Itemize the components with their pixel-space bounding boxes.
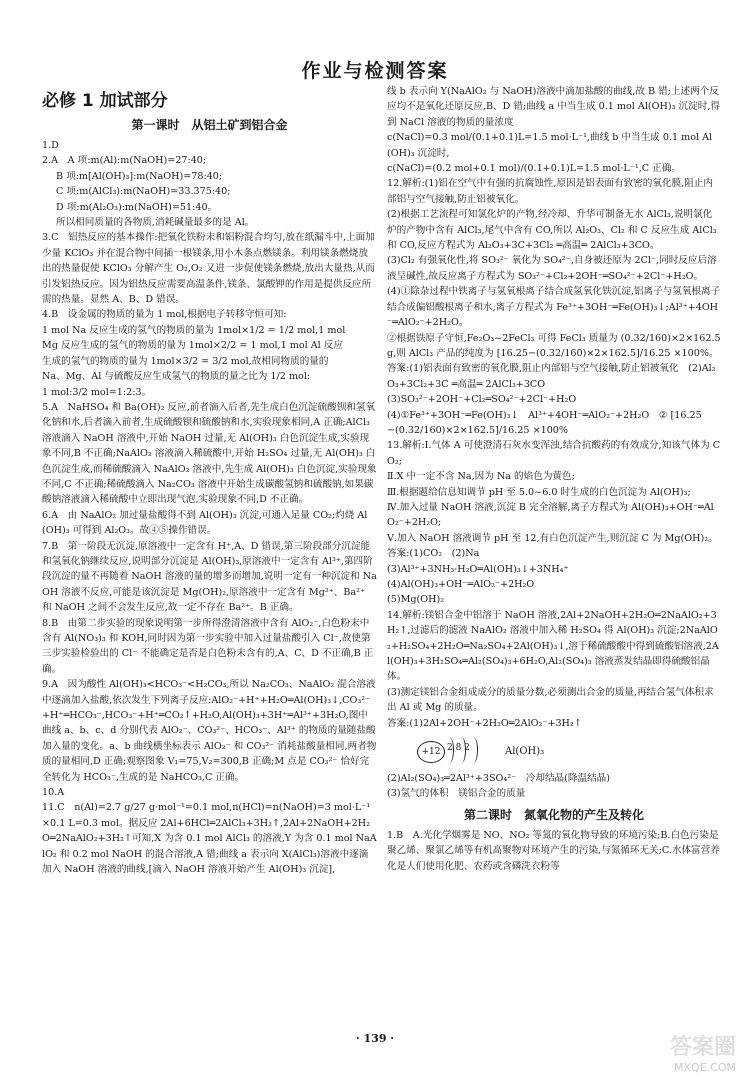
answer-line: 1 mol:3/2 mol=1:2:3。 bbox=[42, 386, 152, 398]
answer-line: 所以相同质量的各物质,消耗碱量最多的是 Al。 bbox=[56, 217, 255, 229]
left-column bbox=[42, 90, 377, 878]
answer-line: (5)Mg(OH)₂ bbox=[387, 594, 445, 606]
answer-line: (3)Al³⁺+3NH₃·H₂O═Al(OH)₃↓+3NH₄⁺ bbox=[387, 563, 569, 575]
answer-line: 6.A 由 NaAlO₂ 加过量盐酸得不到 Al(OH)₃ 沉淀,可通入足量 CO₂;灼烧 Al(OH)₃ 可得到 Al₂O₃。故④⑤操作错误。 bbox=[42, 509, 368, 537]
page-number: · 139 · bbox=[355, 1032, 395, 1045]
answer-line: (4)Al(OH)₃+OH⁻═AlO₂⁻+2H₂O bbox=[387, 579, 535, 590]
answer-line: 7.B 第一阶段无沉淀,原溶液中一定含有 H⁺,A、D 错误,第三阶段部分沉淀能和氢氧化钠继续反应,说明部分沉淀是 Al(OH)₃,原溶液中一定含有 Al³⁺,第四阶段沉淀的量不再随着 NaOH 溶液的量的增多而增加,说明一定有一种沉淀和 NaOH 溶液不反应,可能是该沉淀是 Mg(OH)₂,原溶液中一定含有 Mg²⁺、Ba²⁺ 和 NaOH 之间不会发生反应,故一定不存在 Ba²⁺。B 正确。 bbox=[42, 540, 377, 614]
diagram-label: Al(OH)₃ bbox=[505, 746, 545, 758]
answer-line: Ⅱ.X 中一定不含 Na,因为 Na 的焰色为黄色; bbox=[387, 471, 575, 483]
answer-line: D 项:m(Al₂O₃):m(NaOH)=51:40。 bbox=[56, 201, 218, 213]
answer-line: 3.C 铝热反应的基本操作:把氧化铁粉末和铝粉混合均匀,放在纸漏斗中,上面加少量 KClO₃ 并在混合物中间插一根镁条,用小木条点燃镁条。利用镁条燃烧放出的热量促使 KClO₃ 分解产生 O₂,O₂ 又进一步促使镁条燃烧,放出大量热,从而引发铝热反应。因为铝热反应需要高温条件,镁条、氯酸钾的作用是提供反应所需的热量。显然 A、B、D 错误。 bbox=[42, 232, 375, 306]
watermark-url: MXQE.COM bbox=[674, 1061, 736, 1074]
answer-line: 1.B A.光化学烟雾是 NO、NO₂ 等氮的氧化物导致的环境污染;B.白色污染是聚乙烯、聚氯乙烯等有机高聚物对环境产生的污染,与氮循环无关;C.水体富营养化是人们使用化肥、农药或含磷洗衣粉等 bbox=[387, 829, 720, 872]
answer-line: Ⅲ.根据题给信息知调节 pH 至 5.0~6.0 时生成的白色沉淀为 Al(OH)₃; bbox=[387, 486, 691, 498]
answer-line: (2)根据工艺流程可知氯化炉的产物,经冷却、升华可制备无水 AlCl₃,说明氯化炉的产物中含有 AlCl₃,尾气中含有 CO,所以 Al₂O₃、Cl₂ 和 C 反应生成 AlCl₃ 和 CO,反应方程式为 Al₂O₃+3C+3Cl₂ ═高温═ 2AlCl₃+3CO。 bbox=[387, 209, 717, 252]
answer-line: (3)SO₃²⁻+2OH⁻+Cl₂═SO₄²⁻+2Cl⁻+H₂O bbox=[387, 394, 577, 406]
answer-line: 2.A A 项:m(Al):m(NaOH)=27:40; bbox=[42, 155, 207, 167]
watermark-logo bbox=[616, 1030, 736, 1074]
answer-line: 8.B 由第二步实验的现象说明第一步所得澄清溶液中含有 AlO₂⁻,白色粉末中含有 Al(NO₃)₃ 和 KOH,同时因为第一步实验中加入过量盐酸引入 Cl⁻,故使第三步实验检验出的 Cl⁻ 不能确定是否是白色粉末含有的,A、C、D 不正确,B 正确。 bbox=[42, 617, 374, 675]
answer-line: 答案:(1)铝表面有致密的氧化膜,阻止内部铝与空气接触,防止铝被氧化 (2)Al₂O₃+3Cl₂+3C ═高温═ 2AlCl₃+3CO bbox=[387, 363, 716, 390]
answer-line: Ⅳ.加入过量 NaOH 溶液,沉淀 B 完全溶解,离子方程式为 Al(OH)₃+OH⁻═AlO₂⁻+2H₂O; bbox=[387, 501, 714, 529]
answer-line: 线 b 表示向 Y(NaAlO₂ 与 NaOH)溶液中滴加盐酸的曲线,故 B 错;上述两个反应均不是氧化还原反应,B、D 错;曲线 a 中当生成 0.1 mol Al(OH)₃ 沉淀时,得到 NaCl 溶液的物质的量浓度 bbox=[387, 86, 720, 128]
answer-line: 答案:(1)2Al+2OH⁻+2H₂O═2AlO₂⁻+3H₂↑ bbox=[387, 717, 582, 729]
shell-electrons: 2 8 2 bbox=[447, 743, 470, 754]
answer-line: 1 mol Na 反应生成的氢气的物质的量为 1mol×1/2 = 1/2 mol,1 mol bbox=[42, 324, 346, 336]
answer-line: 11.C n(Al)=2.7 g/27 g·mol⁻¹=0.1 mol,n(HCl)=n(NaOH)=3 mol·L⁻¹×0.1 L=0.3 mol。据反应 2Al+6HCl═2AlCl₃+3H₂↑,2Al+2NaOH+2H₂O═2NaAlO₂+3H₂↑可知,X 为含 0.1 mol AlCl₃ 的溶液,Y 为含 0.1 mol NaAlO₂ 和 0.2 mol NaOH 的混合溶液,A 错;曲线 a 表示向 X(AlCl₃)溶液中逐滴加入 NaOH 溶液的曲线,[滴入 NaOH 溶液开始产生 Al(OH)₃ 沉淀], bbox=[42, 802, 377, 876]
lesson-title: 第二课时 氮氧化物的产生及转化 bbox=[463, 807, 644, 822]
answer-line: B 项:m[Al(OH)₃]:m(NaOH)=78:40; bbox=[56, 170, 223, 182]
lesson-title: 第一课时 从铝土矿到铝合金 bbox=[131, 118, 288, 132]
answer-line: 答案:(1)CO₂ (2)Na bbox=[387, 548, 480, 560]
answer-line: 14.解析:镁铝合金中铝溶于 NaOH 溶液,2Al+2NaOH+2H₂O═2NaAlO₂+3H₂↑,过滤后的滤液 NaAlO₂ 溶液中加入稀 H₂SO₄ 得 Al(OH)₃ 沉淀;2NaAlO₂+H₂SO₄+2H₂O═Na₂SO₄+2Al(OH)₃↓,溶于稀硫酸酸中得到硫酸铝溶液,2Al(OH)₃+3H₂SO₄═Al₂(SO₄)₃+6H₂O,Al₂(SO₄)₃ 溶液蒸发结晶即得硫酸铝晶体。 bbox=[387, 609, 719, 683]
answer-line: 10.A bbox=[42, 787, 65, 799]
answer-line: 5.A NaHSO₄ 和 Ba(OH)₂ 反应,前者滴入后者,先生成白色沉淀硫酸钡和氢氧化钠和水,后者滴入前者,生成硫酸钡和硫酸钠和水,实验现象相同,A 正确;AlCl₃ 溶液滴入 NaOH 溶液中,开始 NaOH 过量,无 Al(OH)₃ 白色沉淀生成,实验现象不同,B 不正确;NaAlO₂ 溶液滴入稀硫酸中,开始 H₂SO₄ 过量,无 Al(OH)₃ 白色沉淀生成,而稀硫酸滴入 NaAlO₂ 溶液中,先生成 Al(OH)₃ 白色沉淀,实验现象不同,C 不正确;稀硫酸滴入 Na₂CO₃ 溶液中开始生成碳酸氢钠和硫酸钠,如果碳酸钠溶液滴入稀硫酸中立即出现气泡,实验现象不同,D 不正确。 bbox=[42, 401, 377, 506]
answer-line: ②根据铁原子守恒,Fe₂O₃~2FeCl₃ 可得 FeCl₃ 质量为 (0.32/160)×2×162.5 g,则 AlCl₃ 产品的纯度为 [16.25−(0.32/160)×2×162.5]/16.25 ×100%。 bbox=[387, 332, 721, 359]
watermark-text: 答案圈 bbox=[669, 1035, 736, 1060]
page-title: 作业与检测答案 bbox=[301, 60, 449, 82]
answer-line: C 项:m(AlCl₃):m(NaOH)=33.375:40; bbox=[56, 186, 231, 198]
answer-line: 12.解析:(1)铝在空气中有强的抗腐蚀性,原因是铝表面有致密的氧化膜,阻止内部铝与空气接触,防止铝被氧化。 bbox=[387, 178, 713, 205]
answer-line: Mg 反应生成的氢气的物质的量为 1mol×2/2 = 1 mol,1 mol Al 反应 bbox=[42, 340, 343, 352]
answer-line: (2)Al₂(SO₄)₃═2Al³⁺+3SO₄²⁻ 冷却结晶(降温结晶) bbox=[387, 773, 610, 785]
answer-line: (3)测定镁铝合金组成成分的质量分数,必须测出合金的质量,再结合氢气体积求出 Al 或 Mg 的质量。 bbox=[387, 686, 714, 714]
answer-line: c(NaCl)=0.3 mol/(0.1+0.1)L=1.5 mol·L⁻¹,曲线 b 中当生成 0.1 mol Al(OH)₃ 沉淀时, bbox=[387, 132, 713, 159]
answer-line: 4.B 设金属的物质的量为 1 mol,根据电子转移守恒可知: bbox=[42, 309, 287, 321]
answer-line: c(NaCl)=(0.2 mol+0.1 mol)/(0.1+0.1)L=1.5 mol·L⁻¹,C 正确。 bbox=[387, 163, 681, 175]
right-column bbox=[387, 84, 721, 874]
answer-line: Na、Mg、Al 与硫酸反应生成氢气的物质的量之比为 1/2 mol: bbox=[42, 371, 311, 383]
answer-line: 9.A 因为酸性 Al(OH)₃<HCO₃⁻<H₂CO₃,所以 Na₂CO₃、NaAlO₂ 混合溶液中逐滴加入盐酸,依次发生下列离子反应:AlO₂⁻+H⁺+H₂O═Al(OH)₃↓,CO₃²⁻+H⁺═HCO₃⁻,HCO₃⁻+H⁺═CO₂↑+H₂O,Al(OH)₃+3H⁺═Al³⁺+3H₂O,图中曲线 a、b、c、d 分别代表 AlO₂⁻、CO₃²⁻、HCO₃⁻、Al³⁺ 的物质的量随盐酸加入量的变化。a、b 曲线横坐标表示 AlO₂⁻ 和 CO₃²⁻ 消耗盐酸量相同,两者物质的量相同,D 正确;观察图象 V₁=75,V₂=300,B 正确;M 点是 CO₃²⁻ 恰好完全转化为 HCO₃⁻,生成的是 NaHCO₃,C 正确。 bbox=[42, 679, 377, 783]
answer-line: (4)①除杂过程中铁离子与氢氧根离子结合成氢氧化铁沉淀,铝离子与氢氧根离子结合成偏铝酸根离子和水,离子方程式为 Fe³⁺+3OH⁻═Fe(OH)₃↓;Al³⁺+4OH⁻═AlO₂⁻+2H₂O。 bbox=[387, 286, 721, 329]
nucleus-circle: +12 bbox=[417, 741, 445, 763]
answer-line: (3)Cl₂ 有强氧化性,将 SO₃²⁻ 氧化为 SO₄²⁻,自身被还原为 2Cl⁻,同时反应后溶液呈碱性,故反应离子方程式为 SO₃²⁻+Cl₂+2OH⁻═SO₄²⁻+2Cl⁻+H₂O。 bbox=[387, 255, 717, 282]
answer-line: (4)①Fe³⁺+3OH⁻═Fe(OH)₃↓ Al³⁺+4OH⁻═AlO₂⁻+2H₂O ② [16.25−(0.32/160)×2×162.5]/16.25 ×100% bbox=[387, 409, 702, 436]
section-title: 必修 1 加试部分 bbox=[42, 91, 168, 111]
atom-structure-diagram bbox=[417, 735, 721, 769]
answer-line: (3)氢气的体积 镁铝合金的质量 bbox=[387, 788, 526, 800]
answer-line: 生成的氢气的物质的量为 1mol×3/2 = 3/2 mol,故相同物质的量的 bbox=[42, 355, 329, 367]
shell-arc bbox=[469, 737, 478, 763]
answer-line: 1.D bbox=[42, 140, 59, 151]
answer-line: 13.解析:Ⅰ.气体 A 可使澄清石灰水变浑浊,结合抗酸药的有效成分,知该气体为 CO₂; bbox=[387, 440, 721, 467]
answer-line: Ⅴ.加入 NaOH 溶液调节 pH 至 12,有白色沉淀产生,则沉淀 C 为 Mg(OH)₂。 bbox=[387, 532, 718, 544]
